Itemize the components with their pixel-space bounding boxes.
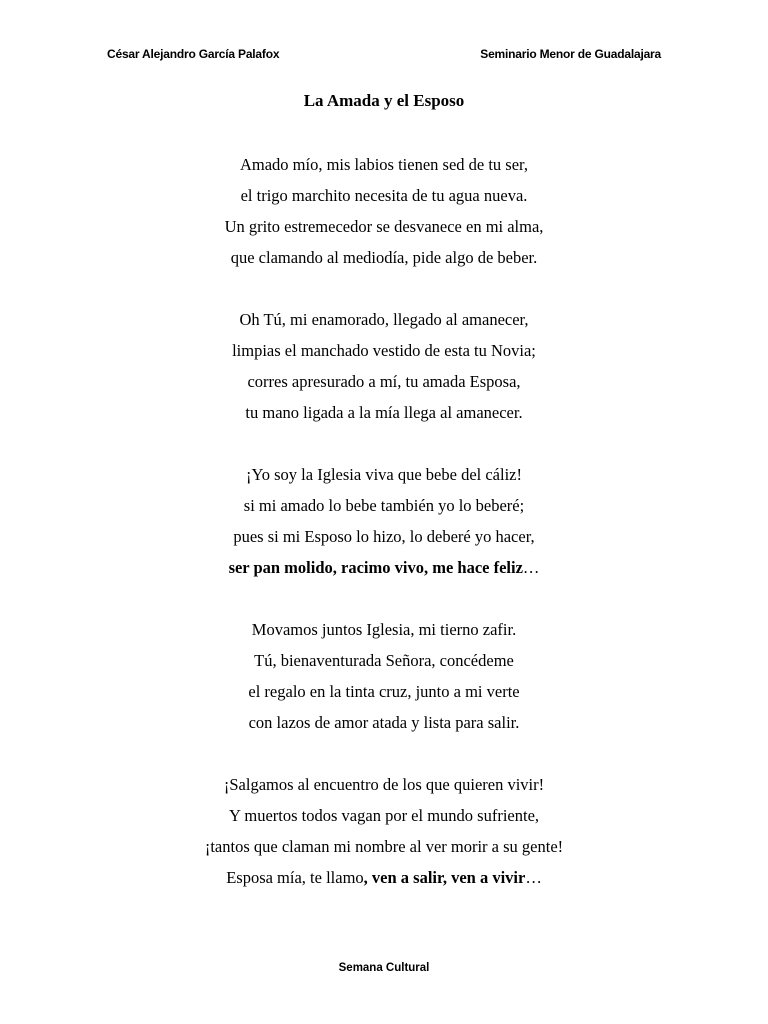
poem-line: Y muertos todos vagan por el mundo sufriente, [228,806,540,825]
poem-line: el regalo en la tinta cruz, junto a mi verte [248,682,520,701]
poem-line: ¡tantos que claman mi nombre al ver morir a su gente! [204,837,564,856]
stanza-4 [0,614,768,738]
poem-line: corres apresurado a mí, tu amada Esposa, [247,372,521,391]
poem-line: Amado mío, mis labios tienen sed de tu ser, [239,155,529,174]
stanza-3 [0,459,768,583]
poem-line: ¡Yo soy la Iglesia viva que bebe del cáliz! [246,465,522,484]
poem-line: el trigo marchito necesita de tu agua nueva. [240,186,528,205]
header-author: César Alejandro García Palafox [107,47,280,61]
stanza-2 [0,304,768,428]
poem-line: Un grito estremecedor se desvanece en mi alma, [224,217,544,236]
stanza-1 [0,149,768,273]
header-institution: Seminario Menor de Guadalajara [480,47,661,61]
poem-body [0,149,768,924]
plain-text: Esposa mía, te llamo [226,868,364,887]
poem-line: pues si mi Esposo lo hizo, lo deberé yo hacer, [233,527,535,546]
poem-line: Movamos juntos Iglesia, mi tierno zafir. [251,620,517,639]
poem-line: ¡Salgamos al encuentro de los que quieren vivir! [223,775,545,794]
ellipsis: … [522,558,540,577]
poem-line: con lazos de amor atada y lista para salir. [248,713,520,732]
poem-line: limpias el manchado vestido de esta tu Novia; [232,341,536,360]
poem-line: que clamando al mediodía, pide algo de beber. [230,248,538,267]
ellipsis: … [525,868,542,887]
footer-label: Semana Cultural [338,962,430,974]
poem-line: si mi amado lo bebe también yo lo beberé; [243,496,525,515]
poem-line-emphasis [0,552,768,583]
poem-line: tu mano ligada a la mía llega al amanecer. [245,403,523,422]
poem-line: Oh Tú, mi enamorado, llegado al amanecer, [239,310,529,329]
poem-line: Tú, bienaventurada Señora, concédeme [254,651,514,670]
poem-line-emphasis [0,862,768,893]
poem-title: La Amada y el Esposo [303,91,465,110]
emphasis-text: ser pan molido, racimo vivo, me hace feliz [228,558,523,577]
stanza-5 [0,769,768,893]
emphasis-text: , ven a salir, ven a vivir [363,868,526,887]
